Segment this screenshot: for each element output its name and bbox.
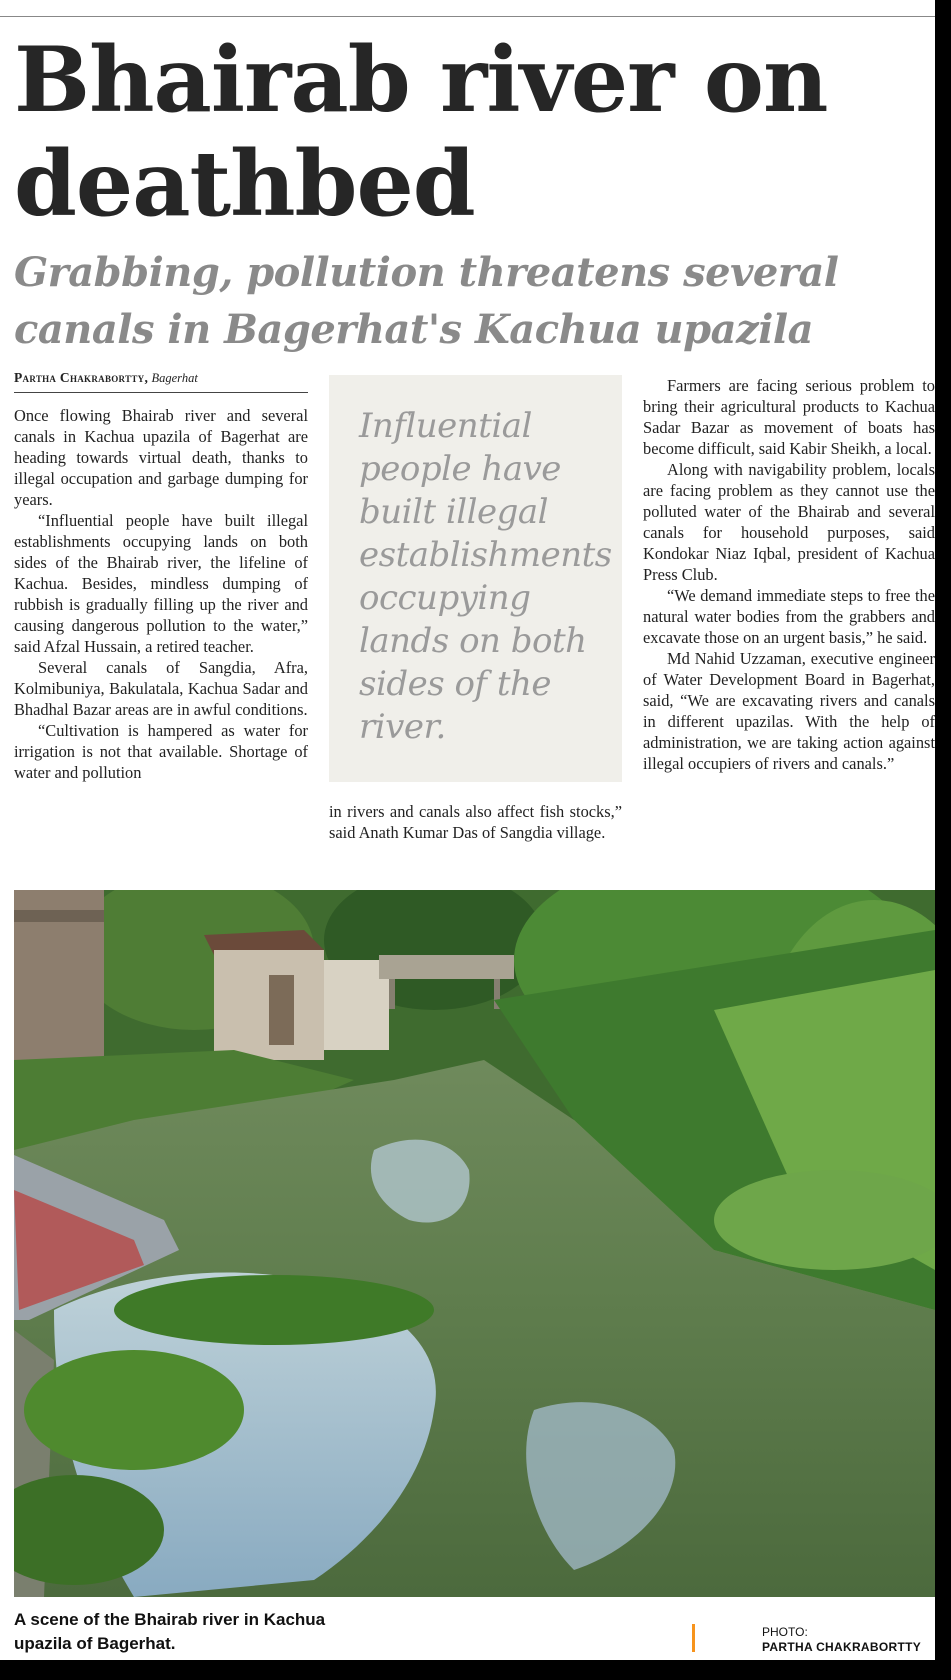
- paragraph: Once flowing Bhairab river and several canals in Kachua upazila of Bagerhat are heading towards virtual death, thanks to illegal occupation and garbage dumping for years.: [14, 406, 308, 509]
- byline: [14, 370, 308, 393]
- photo-caption: A scene of the Bhairab river in Kachua upazila of Bagerhat.: [14, 1610, 326, 1653]
- photo-credit-label: PHOTO:: [762, 1625, 808, 1639]
- headline: Bhairab river on deathbed: [14, 27, 828, 237]
- article-column-3: [643, 375, 935, 774]
- photo-credit-name: PARTHA CHAKRABORTTY: [762, 1640, 922, 1654]
- pull-quote-text: Influential people have built illegal establishments occupying lands on both sides of the river.: [359, 406, 612, 747]
- paragraph: “We demand immediate steps to free the natural water bodies from the grabbers and excavate those on an urgent basis,” he said.: [643, 586, 935, 647]
- pull-quote-box: [329, 375, 622, 782]
- paragraph: Farmers are facing serious problem to bring their agricultural products to Kachua Sadar Bazar as movement of boats has become difficult, said Kabir Sheikh, a local.: [643, 376, 935, 458]
- subheadline: Grabbing, pollution threatens several canals in Bagerhat's Kachua upazila: [14, 249, 839, 353]
- article-column-2: [329, 801, 622, 843]
- paragraph: Md Nahid Uzzaman, executive engineer of Water Development Board in Bagerhat, said, “We are excavating rivers and canals in different upazilas. With the help of administration, we are taking action against illegal occupiers of rivers and canals.”: [643, 649, 935, 773]
- paragraph: Several canals of Sangdia, Afra, Kolmibuniya, Bakulatala, Kachua Sadar and Bhadhal Bazar areas are in awful conditions.: [14, 658, 308, 719]
- top-rule: [0, 16, 935, 17]
- paragraph: “Influential people have built illegal establishments occupying lands on both sides of the Bhairab river, the lifeline of Kachua. Besides, mindless dumping of rubbish is gradually filling up the river and causing dangerous pollution to the water,” said Afzal Hussain, a retired teacher.: [14, 511, 308, 656]
- photo-credit: [762, 1625, 937, 1655]
- river-scene-illustration: [14, 890, 935, 1597]
- article-column-1: [14, 405, 308, 783]
- byline-author: Partha Chakrabortty,: [14, 370, 149, 385]
- credit-divider: [692, 1624, 695, 1652]
- paragraph: in rivers and canals also affect fish stocks,” said Anath Kumar Das of Sangdia village.: [329, 802, 622, 842]
- page-bottom-bar: [0, 1660, 951, 1680]
- river-photo: [14, 890, 935, 1597]
- paragraph: “Cultivation is hampered as water for irrigation is not that available. Shortage of water and pollution: [14, 721, 308, 782]
- paragraph: Along with navigability problem, locals are facing problem as they cannot use the polluted water of the Bhairab and several canals for household purposes, said Kondokar Niaz Iqbal, president of Kachua Press Club.: [643, 460, 935, 584]
- byline-location: Bagerhat: [151, 371, 198, 385]
